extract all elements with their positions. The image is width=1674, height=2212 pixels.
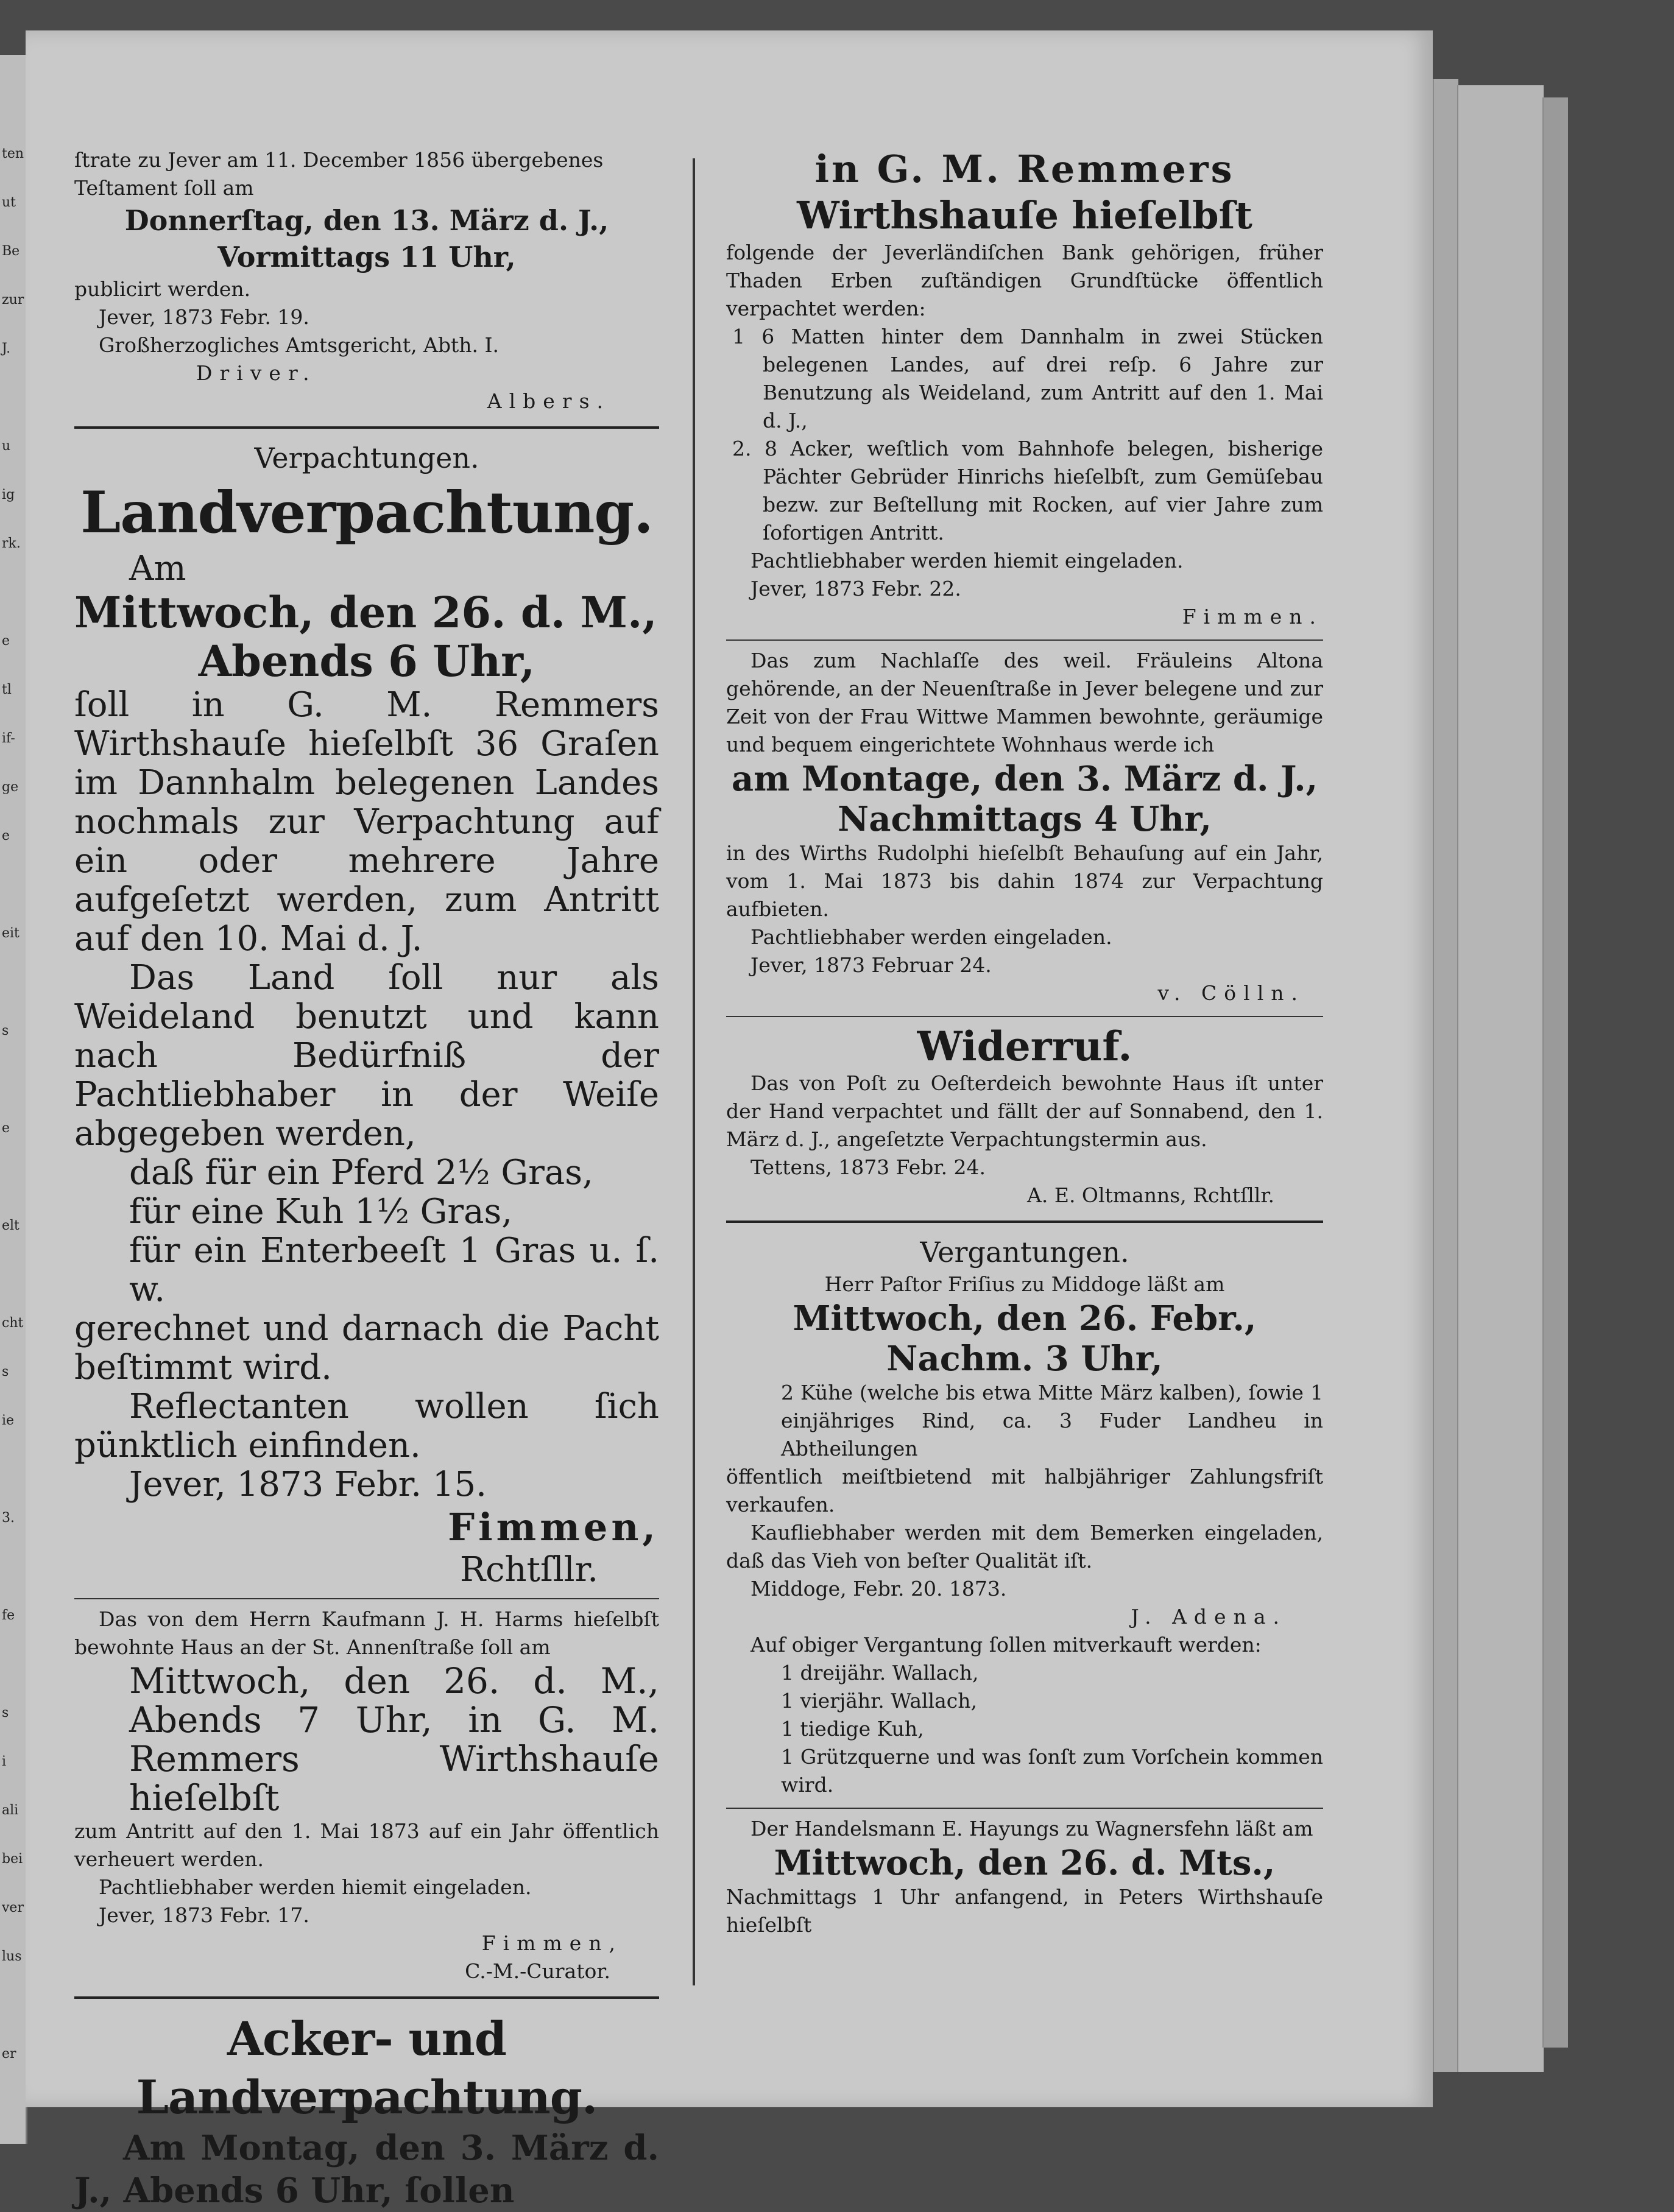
newspaper-page (26, 30, 1433, 2211)
margin-fragment: rk. (2, 536, 21, 551)
separator (74, 1598, 659, 1599)
place-date: Jever, 1873 Febr. 19. (99, 305, 309, 329)
signature: v. Cölln. (1157, 981, 1305, 1005)
margin-fragment: s (2, 1364, 9, 1379)
margin-fragment: ie (2, 1413, 15, 1428)
signature: Driver. (196, 361, 317, 385)
list-item: 1 dreijähr. Wallach, (781, 1661, 979, 1685)
notice-landverpachtung (74, 549, 659, 1590)
margin-fragment: zur (2, 292, 24, 308)
notice-testament (74, 146, 659, 415)
list-item: 1 6 Matten hinter dem Dannhalm in zwei Stücken belegenen Landes, auf drei reſp. 6 Jahre zur Benutzung als Weideland, zum Antritt auf den 1. Mai d. J., (732, 325, 1323, 432)
notice-hayungs-auction (726, 1815, 1323, 1939)
margin-fragment: s (2, 1705, 9, 1721)
body-text: Das zum Nachlaſſe des weil. Fräuleins Altona gehörende, an der Neuenſtraße in Jever belegene und zur Zeit von der Frau Wittwe Mammen bewohnte, geräumige und bequem eingerichtete Wohnhaus werde ich (726, 649, 1323, 756)
margin-fragment: cht (2, 1316, 24, 1331)
right-column (726, 146, 1323, 1939)
date-line: Donnerſtag, den 13. März d. J., (124, 204, 609, 237)
list-item: daß für ein Pferd 2½ Gras, (129, 1153, 593, 1192)
heading-line: Wirthshauſe hieſelbſt (797, 193, 1252, 238)
separator (726, 639, 1323, 641)
body-text: ſoll in G. M. Remmers Wirthshauſe hieſelbſt 36 Graſen im Dannhalm belegenen Landes nochmals zur Verpachtung auf ein oder mehrere Jahre aufgeſetzt werden, zum Antritt auf den 10. Mai d. J. (74, 685, 659, 959)
separator (726, 1808, 1323, 1809)
body-text: Pachtliebhaber werden hiemit eingeladen. (750, 549, 1184, 572)
margin-fragment: s (2, 1023, 9, 1038)
place-date: Jever, 1873 Februar 24. (750, 953, 992, 977)
signature: J. Adena. (1131, 1605, 1287, 1629)
body-text: Kaufliebhaber werden mit dem Bemerken eingeladen, daß das Vieh von beſter Qualität iſt. (726, 1521, 1323, 1573)
notice-altona-house (726, 647, 1323, 1007)
body-text: Reflectanten wollen ſich pünktlich einfinden. (74, 1387, 659, 1465)
place-date: Jever, 1873 Febr. 22. (750, 577, 961, 601)
body-text: Das Land ſoll nur als Weideland benutzt und kann nach Bedürfniß der Pachtliebhaber in der Weiſe abgegeben werden, (74, 958, 659, 1154)
signature: Fimmen, (448, 1505, 659, 1549)
list-item: für eine Kuh 1½ Gras, (129, 1192, 513, 1231)
notice-title: Widerruf. (917, 1023, 1132, 1070)
body-text: Auf obiger Vergantung ſollen mitverkauft werden: (750, 1633, 1262, 1657)
body-text: in des Wirths Rudolphi hieſelbſt Behauſung auf ein Jahr, vom 1. Mai 1873 bis dahin 1874 zur Verpachtung aufbieten. (726, 841, 1323, 921)
time-line: Abends 6 Uhr, (198, 636, 535, 686)
time-line: Nachmittags 4 Uhr, (838, 799, 1212, 839)
place-date: Jever, 1873 Febr. 15. (129, 1465, 487, 1504)
notice-title: Acker- und Landverpachtung. (136, 2012, 598, 2124)
signature-title: Rchtſllr. (459, 1550, 598, 1590)
place-date: Jever, 1873 Febr. 17. (99, 1903, 309, 1927)
notice-widerruf (726, 1023, 1323, 1210)
body-text: Pachtliebhaber werden hiemit eingeladen. (99, 1875, 532, 1899)
margin-fragment: bei (2, 1851, 23, 1867)
separator (74, 426, 659, 429)
signature: Albers. (487, 389, 610, 413)
margin-fragment: u (2, 439, 11, 454)
margin-fragment: tl (2, 682, 12, 697)
page-edge (1433, 79, 1458, 2072)
heading-line: in G. M. Remmers (814, 147, 1235, 191)
margin-fragment: ver (2, 1900, 24, 1915)
body-text: gerechnet und darnach die Pacht beſtimmt wird. (74, 1309, 659, 1387)
signature-title: C.-M.-Curator. (465, 1959, 610, 1983)
notice-frisius-auction (726, 1270, 1323, 1799)
margin-fragment: ge (2, 780, 19, 795)
date-line: Mittwoch, den 26. d. M., (74, 587, 657, 638)
date-line: Mittwoch, den 26. d. Mts., (774, 1843, 1276, 1883)
list-item: für ein Enterbeeſt 1 Gras u. ſ. w. (129, 1231, 659, 1309)
time-line: Vormittags 11 Uhr, (217, 241, 516, 273)
notice-harms-house (74, 1605, 659, 1985)
body-text: zum Antritt auf den 1. Mai 1873 auf ein Jahr öffentlich verheuert werden. (74, 1819, 659, 1871)
margin-fragment: J. (2, 341, 11, 356)
margin-fragment: Be (2, 244, 20, 259)
book-cover-edge (1542, 97, 1568, 2048)
margin-fragment: 3. (2, 1510, 15, 1526)
text-line: ſtrate zu Jever am 11. December 1856 übergebenes (74, 148, 604, 172)
body-text: Das von Poſt zu Oeſterdeich bewohnte Haus iſt unter der Hand verpachtet und fällt der auf Sonnabend, den 1. März d. J., angeſetzte Verpachtungstermin aus. (726, 1071, 1323, 1151)
list-item: 1 tiedige Kuh, (781, 1717, 924, 1741)
left-column (74, 146, 659, 2212)
body-text: Nachmittags 1 Uhr anfangend, in Peters Wirthshauſe hieſelbſt (726, 1885, 1323, 1937)
court-name: Großherzogliches Amtsgericht, Abth. I. (99, 333, 500, 357)
body-text: Der Handelsmann E. Hayungs zu Wagnersfehn läßt am (750, 1817, 1313, 1840)
body-text: Pachtliebhaber werden eingeladen. (750, 925, 1112, 949)
section-heading: Vergantungen. (920, 1236, 1129, 1269)
margin-fragment: fe (2, 1608, 15, 1623)
signature: Fimmen. (1182, 605, 1323, 629)
margin-fragment: eit (2, 926, 19, 941)
time-line: Nachm. 3 Uhr, (886, 1339, 1163, 1379)
body-text: öffentlich meiſtbietend mit halbjähriger Zahlungsfriſt verkaufen. (726, 1465, 1323, 1516)
date-line: am Montage, den 3. März d. J., (731, 759, 1318, 799)
body-text: Herr Paſtor Friſius zu Middoge läßt am (824, 1272, 1225, 1296)
body-text: 2 Kühe (welche bis etwa Mitte März kalben), ſowie 1 einjähriges Rind, ca. 3 Fuder Landheu in Abtheilungen (781, 1381, 1323, 1460)
separator (74, 1996, 659, 1999)
column-divider (693, 158, 695, 1985)
margin-fragment: ig (2, 487, 15, 502)
text-line: Teſtament ſoll am (74, 176, 254, 200)
place-date: Middoge, Febr. 20. 1873. (750, 1577, 1007, 1601)
date-line: Mittwoch, den 26. Febr., (793, 1298, 1257, 1339)
notice-bank-land (726, 146, 1323, 631)
list-item: 2. 8 Acker, weſtlich vom Bahnhofe belegen, bisherige Pächter Gebrüder Hinrichs hieſelbſt, zum Gemüſebau bezw. zur Beſtellung mit Rocken, auf vier Jahre zum ſofortigen Antritt. (732, 437, 1323, 544)
text-line: Am (129, 549, 186, 588)
date-block: Mittwoch, den 26. d. M., Abends 7 Uhr, in G. M. Remmers Wirthshauſe hieſelbſt (129, 1660, 659, 1819)
list-item: 1 Grützquerne und was ſonſt zum Vorſchein kommen wird. (781, 1745, 1323, 1797)
margin-fragment: ut (2, 195, 16, 210)
list-item: 1 vierjähr. Wallach, (781, 1689, 978, 1713)
margin-fragment: ali (2, 1803, 19, 1818)
notice-title: Landverpachtung. (80, 479, 653, 546)
margin-fragment: elt (2, 1218, 19, 1233)
separator (726, 1016, 1323, 1017)
separator (726, 1220, 1323, 1223)
margin-fragment: lus (2, 1949, 22, 1964)
margin-fragment: e (2, 828, 10, 844)
margin-fragment: if- (2, 731, 15, 746)
signature: A. E. Oltmanns, Rchtſllr. (1027, 1183, 1274, 1207)
margin-fragment: e (2, 1121, 10, 1136)
body-text: folgende der Jeverländiſchen Bank gehörigen, früher Thaden Erben zuſtändigen Grundſtücke öffentlich verpachtet werden: (726, 241, 1323, 320)
margin-fragment: er (2, 2046, 16, 2062)
section-heading: Verpachtungen. (254, 442, 479, 474)
margin-fragment: ten (2, 146, 24, 161)
body-text: Das von dem Herrn Kaufmann J. H. Harms hieſelbſt bewohnte Haus an der St. Annenſtraße ſoll am (74, 1607, 659, 1659)
page-stack (1457, 85, 1544, 2072)
margin-fragment: i (2, 1754, 7, 1769)
notice-acker-landverpachtung (74, 2010, 659, 2212)
margin-fragment: e (2, 633, 10, 649)
text-line: publicirt werden. (74, 277, 251, 301)
signature: Fimmen, (481, 1931, 623, 1955)
body-text: Am Montag, den 3. März d. J., Abends 6 Uhr, ſollen (74, 2128, 659, 2211)
place-date: Tettens, 1873 Febr. 24. (750, 1155, 986, 1179)
previous-page-margin (0, 55, 27, 2144)
